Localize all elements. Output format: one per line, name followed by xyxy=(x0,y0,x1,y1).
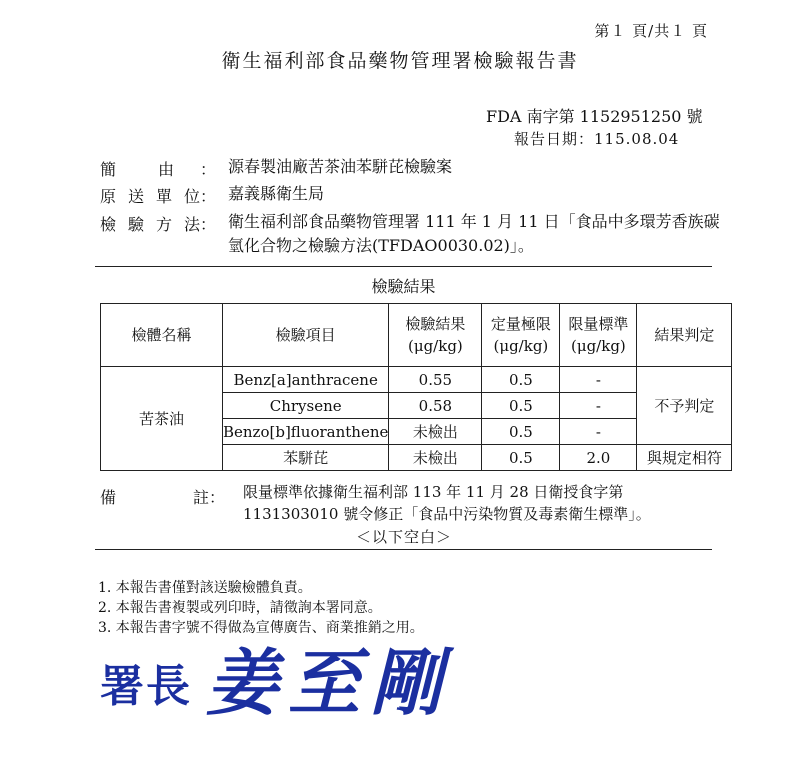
results-table xyxy=(100,303,732,471)
subject-label: 簡 由 xyxy=(100,160,174,179)
remarks-line2: 1131303010 號令修正「食品中污染物質及毒素衛生標準」。 xyxy=(243,505,651,523)
method-colon: ： xyxy=(200,215,217,234)
method-value-line1: 衛生福利部食品藥物管理署 111 年 1 月 11 日「食品中多環芳香族碳 xyxy=(228,212,720,231)
document-number: FDA 南字第 1152951250 號 xyxy=(486,107,703,126)
header-limit: 限量標準 (μg/kg) xyxy=(560,304,637,367)
row-result: 0.58 xyxy=(389,393,482,419)
subject-colon: ： xyxy=(200,160,217,179)
row-limit: 2.0 xyxy=(560,445,637,471)
remarks-line1: 限量標準依據衛生福利部 113 年 11 月 28 日衛授食字第 xyxy=(243,483,624,501)
sender-label: 原 送 單 位 xyxy=(100,187,200,206)
sample-name: 苦茶油 xyxy=(101,367,223,471)
page-number: 第１ 頁/共１ 頁 xyxy=(594,22,708,40)
signature-name: 姜至剛 xyxy=(206,640,453,725)
remarks-label-2: 註： xyxy=(193,488,226,507)
row-loq: 0.5 xyxy=(482,367,560,393)
subject-value: 源春製油廠苦茶油苯駢芘檢驗案 xyxy=(228,157,453,176)
header-sample: 檢體名稱 xyxy=(101,304,223,367)
signature-title: 署長 xyxy=(100,661,192,712)
method-value xyxy=(228,210,720,258)
table-header-row xyxy=(101,304,732,367)
judgement-last: 與規定相符 xyxy=(637,445,732,471)
row-item: Chrysene xyxy=(223,393,389,419)
row-limit: - xyxy=(560,367,637,393)
method-value-line2: 氫化合物之檢驗方法(TFDAO0030.02)」。 xyxy=(228,236,534,255)
header-item: 檢驗項目 xyxy=(223,304,389,367)
sender-value: 嘉義縣衛生局 xyxy=(228,184,325,203)
table-row xyxy=(101,367,732,393)
remarks-label: 備 xyxy=(100,488,117,507)
sender-colon: ： xyxy=(200,187,217,206)
row-limit: - xyxy=(560,419,637,445)
report-date: 報告日期：115.08.04 xyxy=(514,130,680,148)
footnote-item: 1. 本報告書僅對該送驗檢體負責。 xyxy=(98,580,312,596)
divider-top xyxy=(95,266,712,267)
row-loq: 0.5 xyxy=(482,393,560,419)
row-loq: 0.5 xyxy=(482,419,560,445)
header-result: 檢驗結果 (μg/kg) xyxy=(389,304,482,367)
footnote-item: 3. 本報告書字號不得做為宣傳廣告、商業推銷之用。 xyxy=(98,620,424,636)
footnote-item: 2. 本報告書複製或列印時，請徵詢本署同意。 xyxy=(98,600,382,616)
results-title: 檢驗結果 xyxy=(371,277,436,296)
row-result: 0.55 xyxy=(389,367,482,393)
row-limit: - xyxy=(560,393,637,419)
remarks-text xyxy=(243,481,703,525)
header-judgement: 結果判定 xyxy=(637,304,732,367)
row-item: 苯駢芘 xyxy=(223,445,389,471)
blank-below-note: ＜以下空白＞ xyxy=(356,528,453,546)
row-result: 未檢出 xyxy=(389,445,482,471)
row-result: 未檢出 xyxy=(389,419,482,445)
header-loq: 定量極限 (μg/kg) xyxy=(482,304,560,367)
row-item: Benzo[b]fluoranthene xyxy=(223,419,389,445)
method-label: 檢 驗 方 法 xyxy=(100,215,200,234)
judgement-group: 不予判定 xyxy=(637,367,732,445)
row-item: Benz[a]anthracene xyxy=(223,367,389,393)
divider-bottom xyxy=(95,549,712,550)
report-title: 衛生福利部食品藥物管理署檢驗報告書 xyxy=(221,50,579,72)
row-loq: 0.5 xyxy=(482,445,560,471)
